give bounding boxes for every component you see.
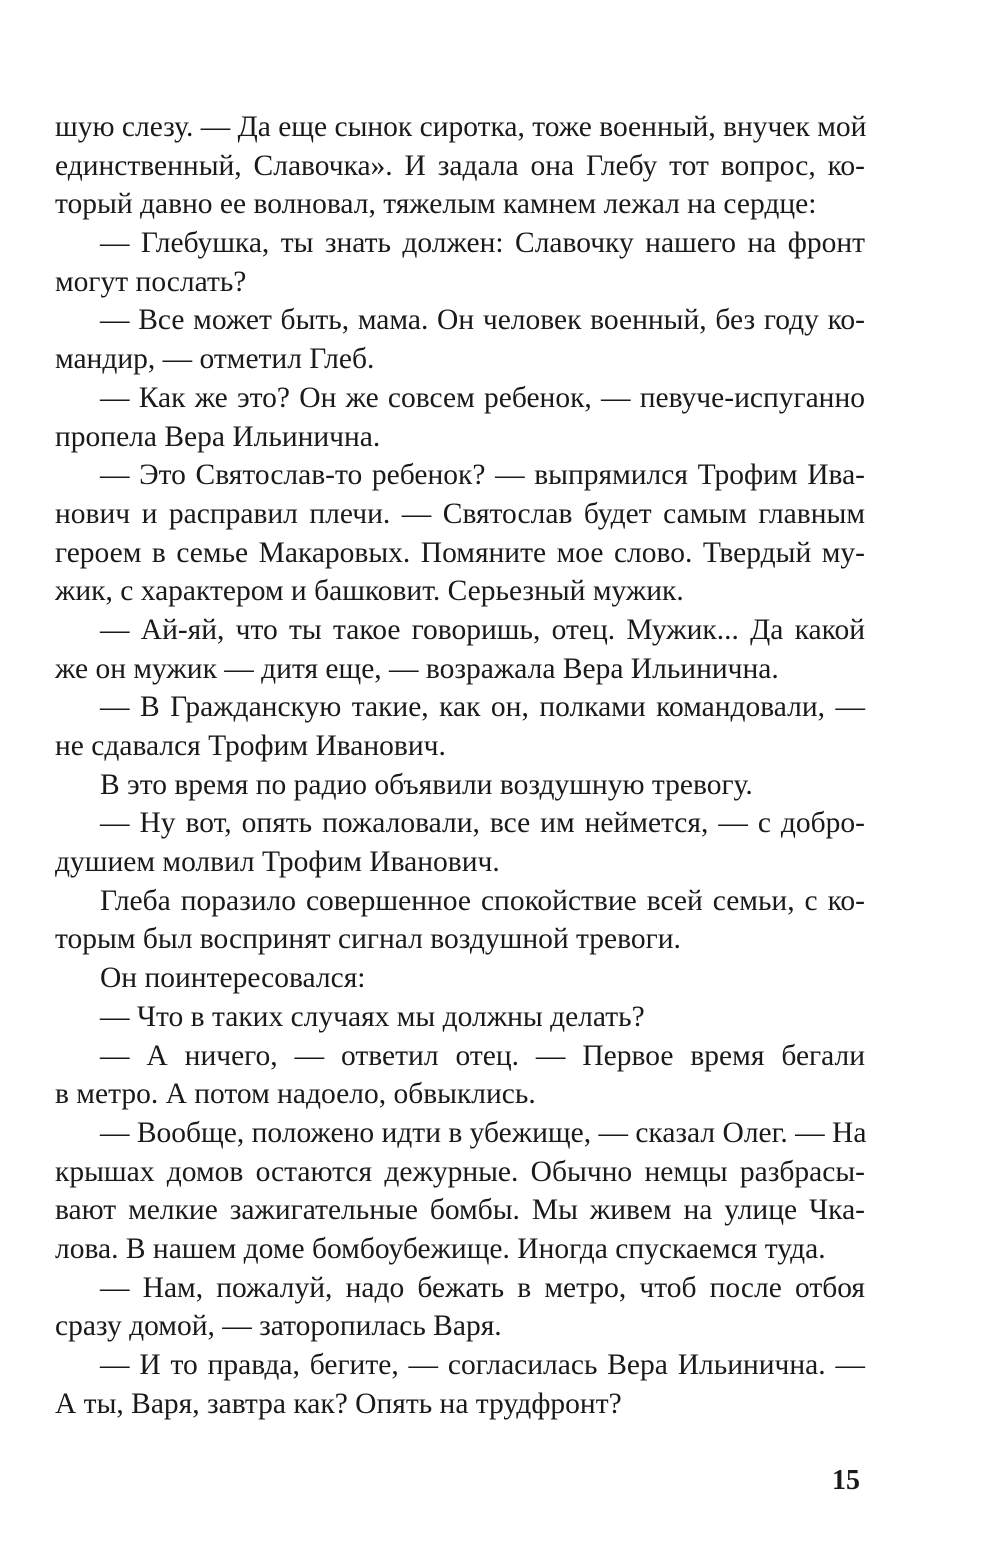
text-line: лова. В нашем доме бомбоубежище. Иногда спускаемся туда. — [55, 1232, 826, 1265]
text-line: — И то правда, бегите, — согласилась Вера Ильинична. — — [100, 1349, 865, 1381]
text-line: торым был воспринят сигнал воздушной тревоги. — [55, 923, 681, 956]
text-line: — Ай-яй, что ты такое говоришь, отец. Мужик... Да какой — [100, 613, 865, 646]
text-line: вают мелкие зажигательные бомбы. Мы живем на улице Чка- — [55, 1194, 865, 1227]
text-line: — В Гражданскую такие, как он, полками командовали, — — [100, 691, 865, 724]
text-line: шую слезу. — Да еще сынок сиротка, тоже военный, внучек мой — [55, 111, 867, 143]
text-line: — Ну вот, опять пожаловали, все им неймется, — с добро- — [100, 807, 865, 840]
text-line: А ты, Варя, завтра как? Опять на трудфронт? — [55, 1387, 622, 1420]
text-line: — Как же это? Он же совсем ребенок, — певуче-испуганно — [100, 381, 865, 414]
text-line: — Глебушка, ты знать должен: Славочку нашего на фронт — [100, 227, 865, 260]
text-line: мандир, — отметил Глеб. — [55, 343, 375, 376]
page-number: 15 — [832, 1465, 860, 1496]
text-line: — Нам, пожалуй, надо бежать в метро, чтоб после отбоя — [100, 1271, 865, 1304]
text-line: пропела Вера Ильинична. — [55, 420, 381, 453]
text-line: В это время по радио объявили воздушную тревогу. — [100, 768, 753, 801]
text-line: торый давно ее волновал, тяжелым камнем лежал на сердце: — [55, 188, 817, 221]
text-line: могут послать? — [55, 265, 247, 298]
text-line: единственный, Славочка». И задала она Глебу тот вопрос, ко- — [55, 149, 865, 182]
text-line: сразу домой, — заторопилась Варя. — [55, 1310, 502, 1343]
text-line: в метро. А потом надоело, обвыклись. — [55, 1078, 536, 1111]
text-line: не сдавался Трофим Иванович. — [55, 730, 446, 762]
body-text — [55, 108, 865, 1423]
text-line: нович и расправил плечи. — Святослав будет самым главным — [55, 497, 865, 530]
text-line: — Все может быть, мама. Он человек военный, без году ко- — [100, 304, 865, 337]
text-line: Глеба поразило совершенное спокойствие всей семьи, с ко- — [100, 884, 865, 917]
text-line: Он поинтересовался: — [100, 962, 366, 995]
text-line: крышах домов остаются дежурные. Обычно немцы разбрасы- — [55, 1155, 865, 1188]
text-line: — Что в таких случаях мы должны делать? — [100, 1000, 645, 1033]
text-line: — А ничего, — ответил отец. — Первое время бегали — [100, 1039, 865, 1072]
text-line: душием молвил Трофим Иванович. — [55, 846, 500, 879]
text-line: жик, с характером и башковит. Серьезный мужик. — [55, 575, 684, 608]
text-line: героем в семье Макаровых. Помяните мое слово. Твердый му- — [55, 536, 865, 569]
text-line: — Вообще, положено идти в убежище, — сказал Олег. — На — [100, 1116, 867, 1149]
text-line: — Это Святослав-то ребенок? — выпрямился Трофим Ива- — [100, 459, 865, 492]
text-line: же он мужик — дитя еще, — возражала Вера Ильинична. — [55, 652, 779, 685]
